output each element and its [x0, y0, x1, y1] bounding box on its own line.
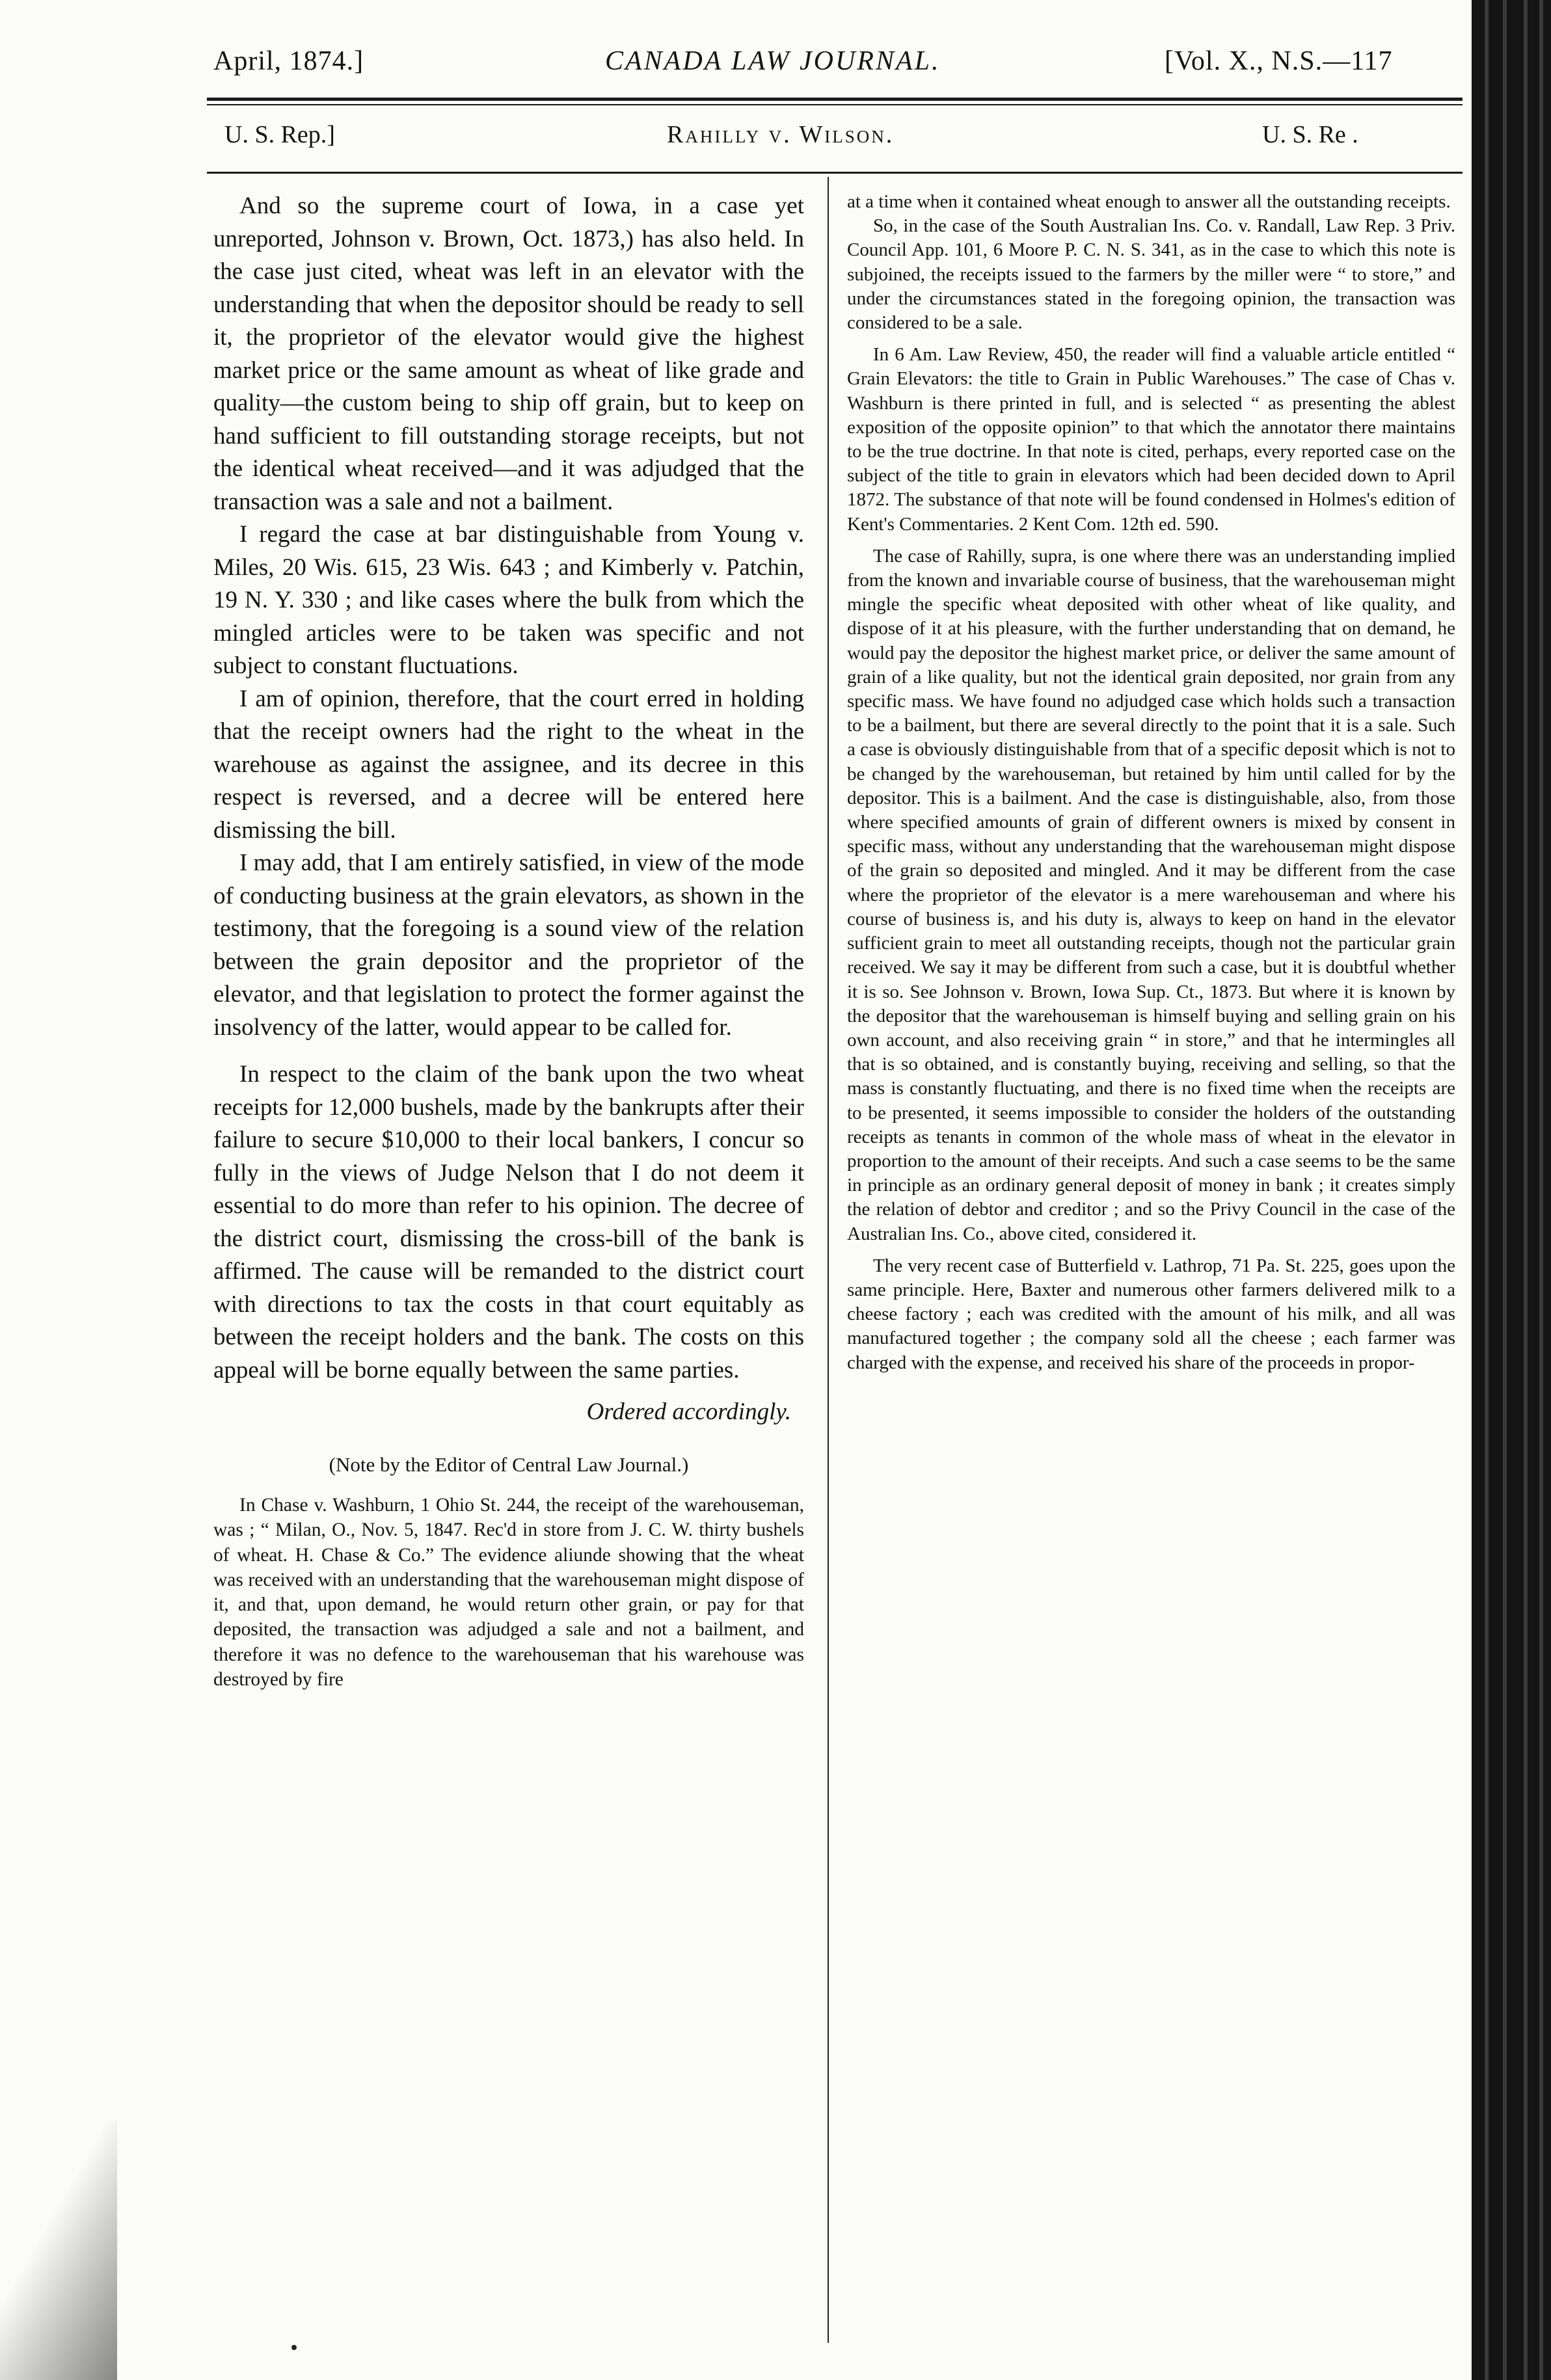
subhead-reporter-left: U. S. Rep.]: [224, 121, 335, 148]
paragraph: And so the supreme court of Iowa, in a case yet unreported, Johnson v. Brown, Oct. 1873,) has also held. In the case just cited, wheat was left in an elevator with the understanding that when the depositor should be ready to sell it, the proprietor of the elevator would give the highest market price or the same amount as wheat of like grade and quality—the custom being to ship off grain, but to keep on hand sufficient to fill outstanding storage receipts, but not the identical wheat received—and it was adjudged that the transaction was a sale and not a bailment.: [213, 193, 804, 515]
subhead-reporter-right: U. S. Re .: [1262, 121, 1358, 148]
book-binding-edge: [1472, 0, 1551, 2380]
stray-ink-dot: [291, 2345, 297, 2350]
paragraph: The case of Rahilly, supra, is one where there was an understanding implied from the known and invariable course of business, that the warehouseman might mingle the specific wheat deposited with other wheat of like quality, and dispose of it at his pleasure, with the further understanding that on demand, he would pay the depositor the highest market price, or deliver the same amount of grain of a like quality, but not the identical grain deposited, nor grain from any specific mass. We have found no adjudged case which holds such a transaction to be a bailment, but there are several directly to the point that it is a sale. Such a case is obviously distinguishable from that of a specific deposit which is not to be changed by the warehouseman, but retained by him until called for by the depositor. This is a bailment. And the case is distinguishable, also, from those where specified amounts of grain of different owners is mixed by consent in specific mass, without any understanding that the warehouseman might dispose of the grain so deposited and mingled. And it may be different from the case where the proprietor of the elevator is a mere warehouseman and where his course of business is, and his duty is, always to keep on hand in the elevator sufficient grain to meet all outstanding receipts, though not the particular grain received. We say it may be different from such a case, but it is doubtful whether it is so. See Johnson v. Brown, Iowa Sup. Ct., 1873. But where it is known by the depositor that the warehouseman is himself buying and selling grain on his own account, and also receiving grain “ in store,” and that he intermingles all that is so obtained, and is constantly buying, receiving and selling, so that the mass is constantly fluctuating, and there is no fixed time when the receipts are to be presented, it seems impossible to consider the holders of the outstanding receipts as tenants in common of the whole mass of wheat in the elevator in proportion to the amount of their receipts. And such a case seems to be the same in principle as an ordinary general deposit of money in bank ; it creates simply the relation of debtor and creditor ; and so the Privy Council in the case of the Australian Ins. Co., above cited, considered it.: [847, 545, 1455, 1244]
header-rule-thick: [207, 98, 1463, 101]
page-corner-shadow: [0, 2120, 117, 2380]
running-head-volume: [Vol. X., N.S.—117: [1165, 46, 1393, 76]
left-column: [213, 190, 804, 1692]
subhead-case-name: Rahilly v. Wilson.: [667, 121, 895, 148]
paragraph: at a time when it contained wheat enough to answer all the outstanding receipts.: [847, 191, 1451, 212]
paragraph: I regard the case at bar distinguishable from Young v. Miles, 20 Wis. 615, 23 Wis. 643 ; and Kimberly v. Patchin, 19 N. Y. 330 ; and like cases where the bulk from which the mingled articles were to be taken was specific and not subject to constant fluctuations.: [213, 521, 804, 679]
running-head-date: April, 1874.]: [213, 46, 364, 76]
paragraph: The very recent case of Butterfield v. Lathrop, 71 Pa. St. 225, goes upon the same principle. Here, Baxter and numerous other farmers delivered milk to a cheese factory ; each was credited with the amount of his milk, and all was manufactured together ; the company sold all the cheese ; each farmer was charged with the expense, and received his share of the proceeds in propor-: [847, 1255, 1455, 1373]
paragraph: I may add, that I am entirely satisfied, in view of the mode of conducting business at the grain elevators, as shown in the testimony, that the foregoing is a sound view of the relation between the grain depositor and the proprietor of the elevator, and that legislation to protect the former against the insolvency of the latter, would appear to be called for.: [213, 849, 804, 1041]
column-divider: [828, 177, 829, 2343]
paragraph: I am of opinion, therefore, that the court erred in holding that the receipt owners had the right to the wheat in the warehouse as against the assignee, and its decree in this respect is reversed, and a decree will be entered here dismissing the bill.: [213, 685, 804, 844]
editor-note-paragraph: In Chase v. Washburn, 1 Ohio St. 244, the receipt of the warehouseman, was ; “ Milan, O., Nov. 5, 1847. Rec'd in store from J. C. W. thirty bushels of wheat. H. Chase & Co.” The evidence aliunde showing that the wheat was received with an understanding that the warehouseman might dispose of it, and that, upon demand, he would return other grain, or pay for that deposited, the transaction was adjudged a sale and not a bailment, and therefore it was no defence to the warehouseman that his warehouse was destroyed by fire: [213, 1495, 804, 1691]
ordered-accordingly: Ordered accordingly.: [586, 1398, 791, 1425]
header-rule-thin: [207, 104, 1463, 105]
paragraph: So, in the case of the South Australian Ins. Co. v. Randall, Law Rep. 3 Priv. Council App. 101, 6 Moore P. C. N. S. 341, as in the case to which this note is subjoined, the receipts issued to the farmers by the miller were “ to store,” and under the circumstances stated in the foregoing opinion, the transaction was considered to be a sale.: [847, 215, 1455, 334]
editor-note-title: (Note by the Editor of Central Law Journal.): [329, 1452, 689, 1476]
paragraph: In 6 Am. Law Review, 450, the reader will find a valuable article entitled “ Grain Elevators: the title to Grain in Public Warehouses.” The case of Chas v. Washburn is there printed in full, and is selected “ as presenting the ablest exposition of the opposite opinion” to that which the annotator there maintains to be the true doctrine. In that note is cited, perhaps, every reported case on the subject of the title to grain in elevators which had been decided down to April 1872. The substance of that note will be found condensed in Holmes's edition of Kent's Commentaries. 2 Kent Com. 12th ed. 590.: [847, 344, 1455, 535]
right-column: [847, 190, 1455, 1375]
paragraph: In respect to the claim of the bank upon the two wheat receipts for 12,000 bushels, made by the bankrupts after their failure to secure $10,000 to their local bankers, I concur so fully in the views of Judge Nelson that I do not deem it essential to do more than refer to his opinion. The decree of the district court, dismissing the cross-bill of the bank is affirmed. The cause will be remanded to the district court with directions to tax the costs in that court equitably as between the receipt holders and the bank. The costs on this appeal will be borne equally between the same parties.: [213, 1061, 804, 1384]
running-head-journal: CANADA LAW JOURNAL.: [605, 46, 941, 76]
subhead-rule: [207, 172, 1463, 174]
